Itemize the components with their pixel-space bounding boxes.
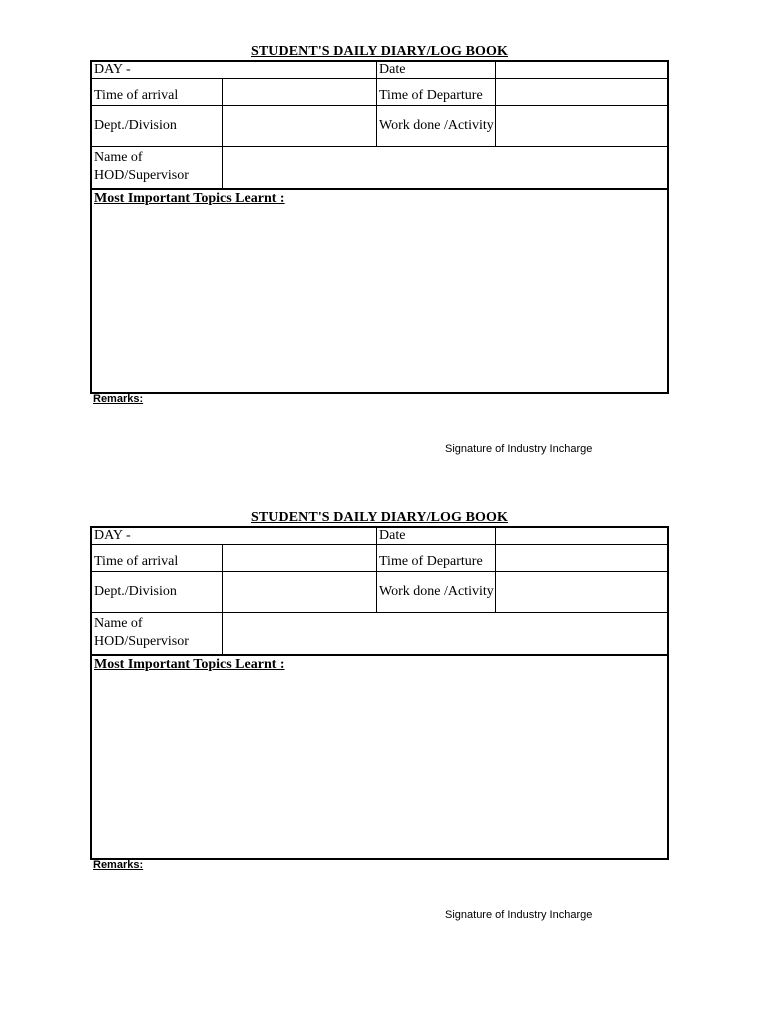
work-label: Work done /Activity <box>379 584 494 599</box>
dept-field[interactable] <box>223 572 375 612</box>
form-title: STUDENT'S DAILY DIARY/LOG BOOK <box>250 510 509 525</box>
row-divider <box>92 654 667 656</box>
arrival-time-field[interactable] <box>223 79 375 105</box>
topics-label: Most Important Topics Learnt : <box>94 657 285 672</box>
date-label: Date <box>379 528 406 543</box>
log-table <box>90 526 669 860</box>
work-done-field[interactable] <box>496 106 669 146</box>
log-form-2 <box>90 509 669 921</box>
arrival-time-field[interactable] <box>223 545 375 571</box>
form-title: STUDENT'S DAILY DIARY/LOG BOOK <box>250 44 509 59</box>
date-field[interactable] <box>496 61 669 78</box>
remarks-label: Remarks: <box>93 393 144 405</box>
dept-label: Dept./Division <box>94 118 177 133</box>
dept-label: Dept./Division <box>94 584 177 599</box>
log-form-1 <box>90 43 669 455</box>
date-field[interactable] <box>496 527 669 544</box>
topics-field[interactable] <box>92 208 669 392</box>
work-label: Work done /Activity <box>379 118 494 133</box>
dept-field[interactable] <box>223 106 375 146</box>
departure-time-field[interactable] <box>496 79 669 105</box>
day-label: DAY - <box>94 62 131 77</box>
remarks-label: Remarks: <box>93 859 144 871</box>
work-done-field[interactable] <box>496 572 669 612</box>
day-label: DAY - <box>94 528 131 543</box>
hod-label: Name of HOD/Supervisor <box>94 150 189 183</box>
log-table <box>90 60 669 394</box>
topics-field[interactable] <box>92 674 669 858</box>
signature-label: Signature of Industry Incharge <box>445 909 593 921</box>
departure-time-field[interactable] <box>496 545 669 571</box>
hod-label: Name of HOD/Supervisor <box>94 616 189 649</box>
column-divider <box>376 526 377 613</box>
arrival-label: Time of arrival <box>94 88 179 103</box>
hod-field[interactable] <box>223 613 669 654</box>
signature-label: Signature of Industry Incharge <box>445 443 593 455</box>
row-divider <box>92 188 667 190</box>
hod-field[interactable] <box>223 147 669 188</box>
topics-label: Most Important Topics Learnt : <box>94 191 285 206</box>
column-divider <box>376 60 377 147</box>
departure-label: Time of Departure <box>379 554 483 569</box>
departure-label: Time of Departure <box>379 88 483 103</box>
arrival-label: Time of arrival <box>94 554 179 569</box>
date-label: Date <box>379 62 406 77</box>
